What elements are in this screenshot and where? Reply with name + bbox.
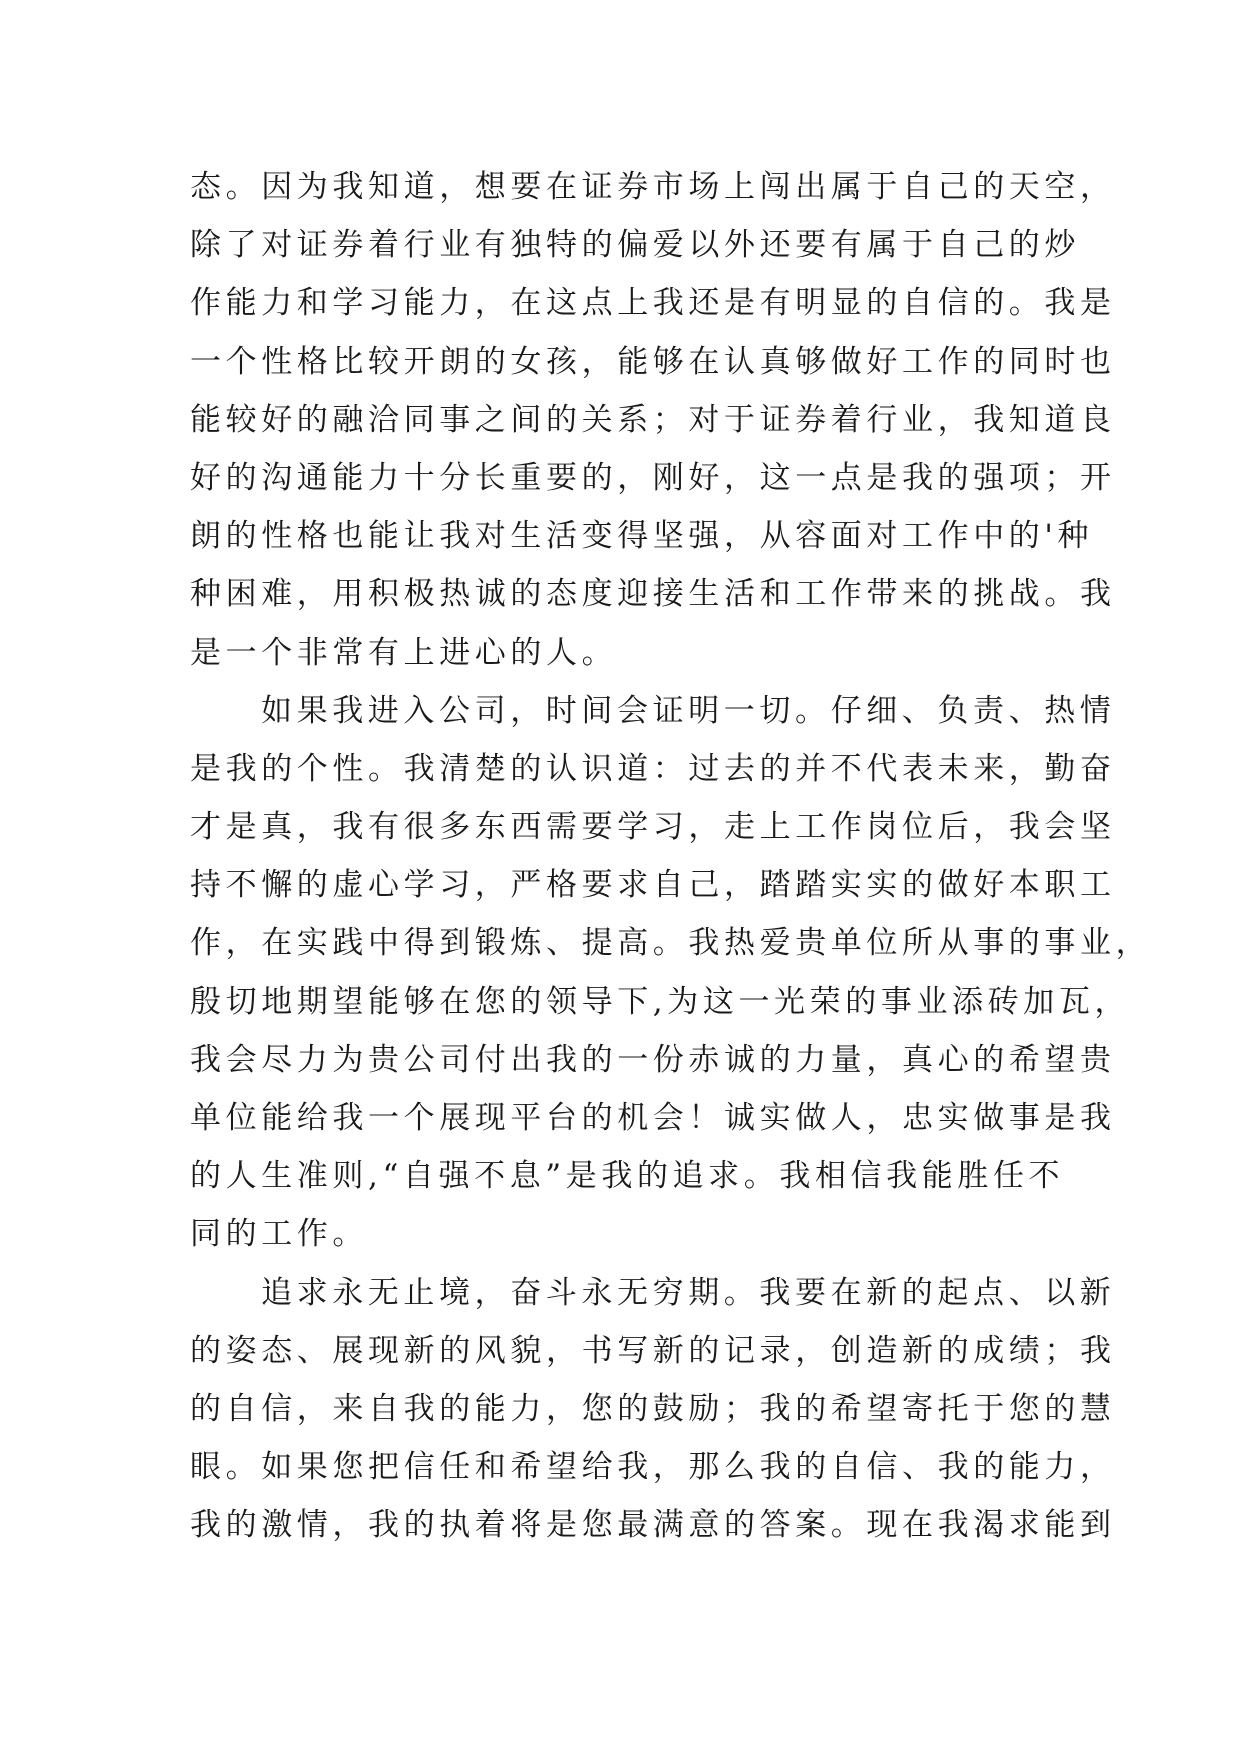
text-line: 单位能给我一个展现平台的机会！诚实做人，忠实做事是我 <box>190 1100 1116 1136</box>
text-line: 作，在实践中得到锻炼、提高。我热爱贵单位所从事的事业， <box>190 925 1152 962</box>
text-line: 是一个非常有上进心的人。 <box>190 634 618 671</box>
text-line: 我会尽力为贵公司付出我的一份赤诚的力量，真心的希望贵 <box>190 1041 1116 1078</box>
text-line: 作能力和学习能力，在这点上我还是有明显的自信的。我是 <box>190 285 1116 322</box>
document-body <box>190 158 1152 1555</box>
text-line: 好的沟通能力十分长重要的，刚好，这一点是我的强项；开 <box>190 459 1116 496</box>
text-line: 朗的性格也能让我对生活变得坚强，从容面对工作中的'种 <box>190 518 1094 555</box>
text-line: 同的工作。 <box>190 1216 368 1253</box>
paragraph-first-line: 追求永无止境，奋斗永无穷期。我要在新的起点、以新 <box>261 1274 1116 1311</box>
text-line: 种困难，用积极热诚的态度迎接生活和工作带来的挑战。我 <box>190 576 1116 613</box>
text-line: 态。因为我知道，想要在证券市场上闯出属于自己的天空， <box>190 169 1116 205</box>
text-line: 的自信，来自我的能力，您的鼓励；我的希望寄托于您的慧 <box>190 1390 1116 1427</box>
text-line: 的姿态、展现新的风貌，书写新的记录，创造新的成绩；我 <box>190 1332 1116 1369</box>
text-line: 持不懈的虚心学习，严格要求自己，踏踏实实的做好本职工 <box>190 867 1116 904</box>
text-line: 我的激情，我的执着将是您最满意的答案。现在我渴求能到 <box>190 1507 1116 1544</box>
text-line: 的人生准则,“自强不息”是我的追求。我相信我能胜任不 <box>190 1158 1065 1195</box>
text-line: 才是真，我有很多东西需要学习，走上工作岗位后，我会坚 <box>190 809 1116 846</box>
text-line: 是我的个性。我清楚的认识道：过去的并不代表未来，勤奋 <box>190 750 1116 787</box>
paragraph-first-line: 如果我进入公司，时间会证明一切。仔细、负责、热情 <box>261 692 1116 729</box>
text-line: 一个性格比较开朗的女孩，能够在认真够做好工作的同时也 <box>190 343 1116 380</box>
text-line: 除了对证券着行业有独特的偏爱以外还要有属于自己的炒 <box>190 227 1080 264</box>
text-line: 殷切地期望能够在您的领导下,为这一光荣的事业添砖加瓦， <box>190 983 1131 1020</box>
text-line: 眼。如果您把信任和希望给我，那么我的自信、我的能力， <box>190 1449 1116 1486</box>
text-line: 能较好的融洽同事之间的关系；对于证券着行业，我知道良 <box>190 401 1116 438</box>
